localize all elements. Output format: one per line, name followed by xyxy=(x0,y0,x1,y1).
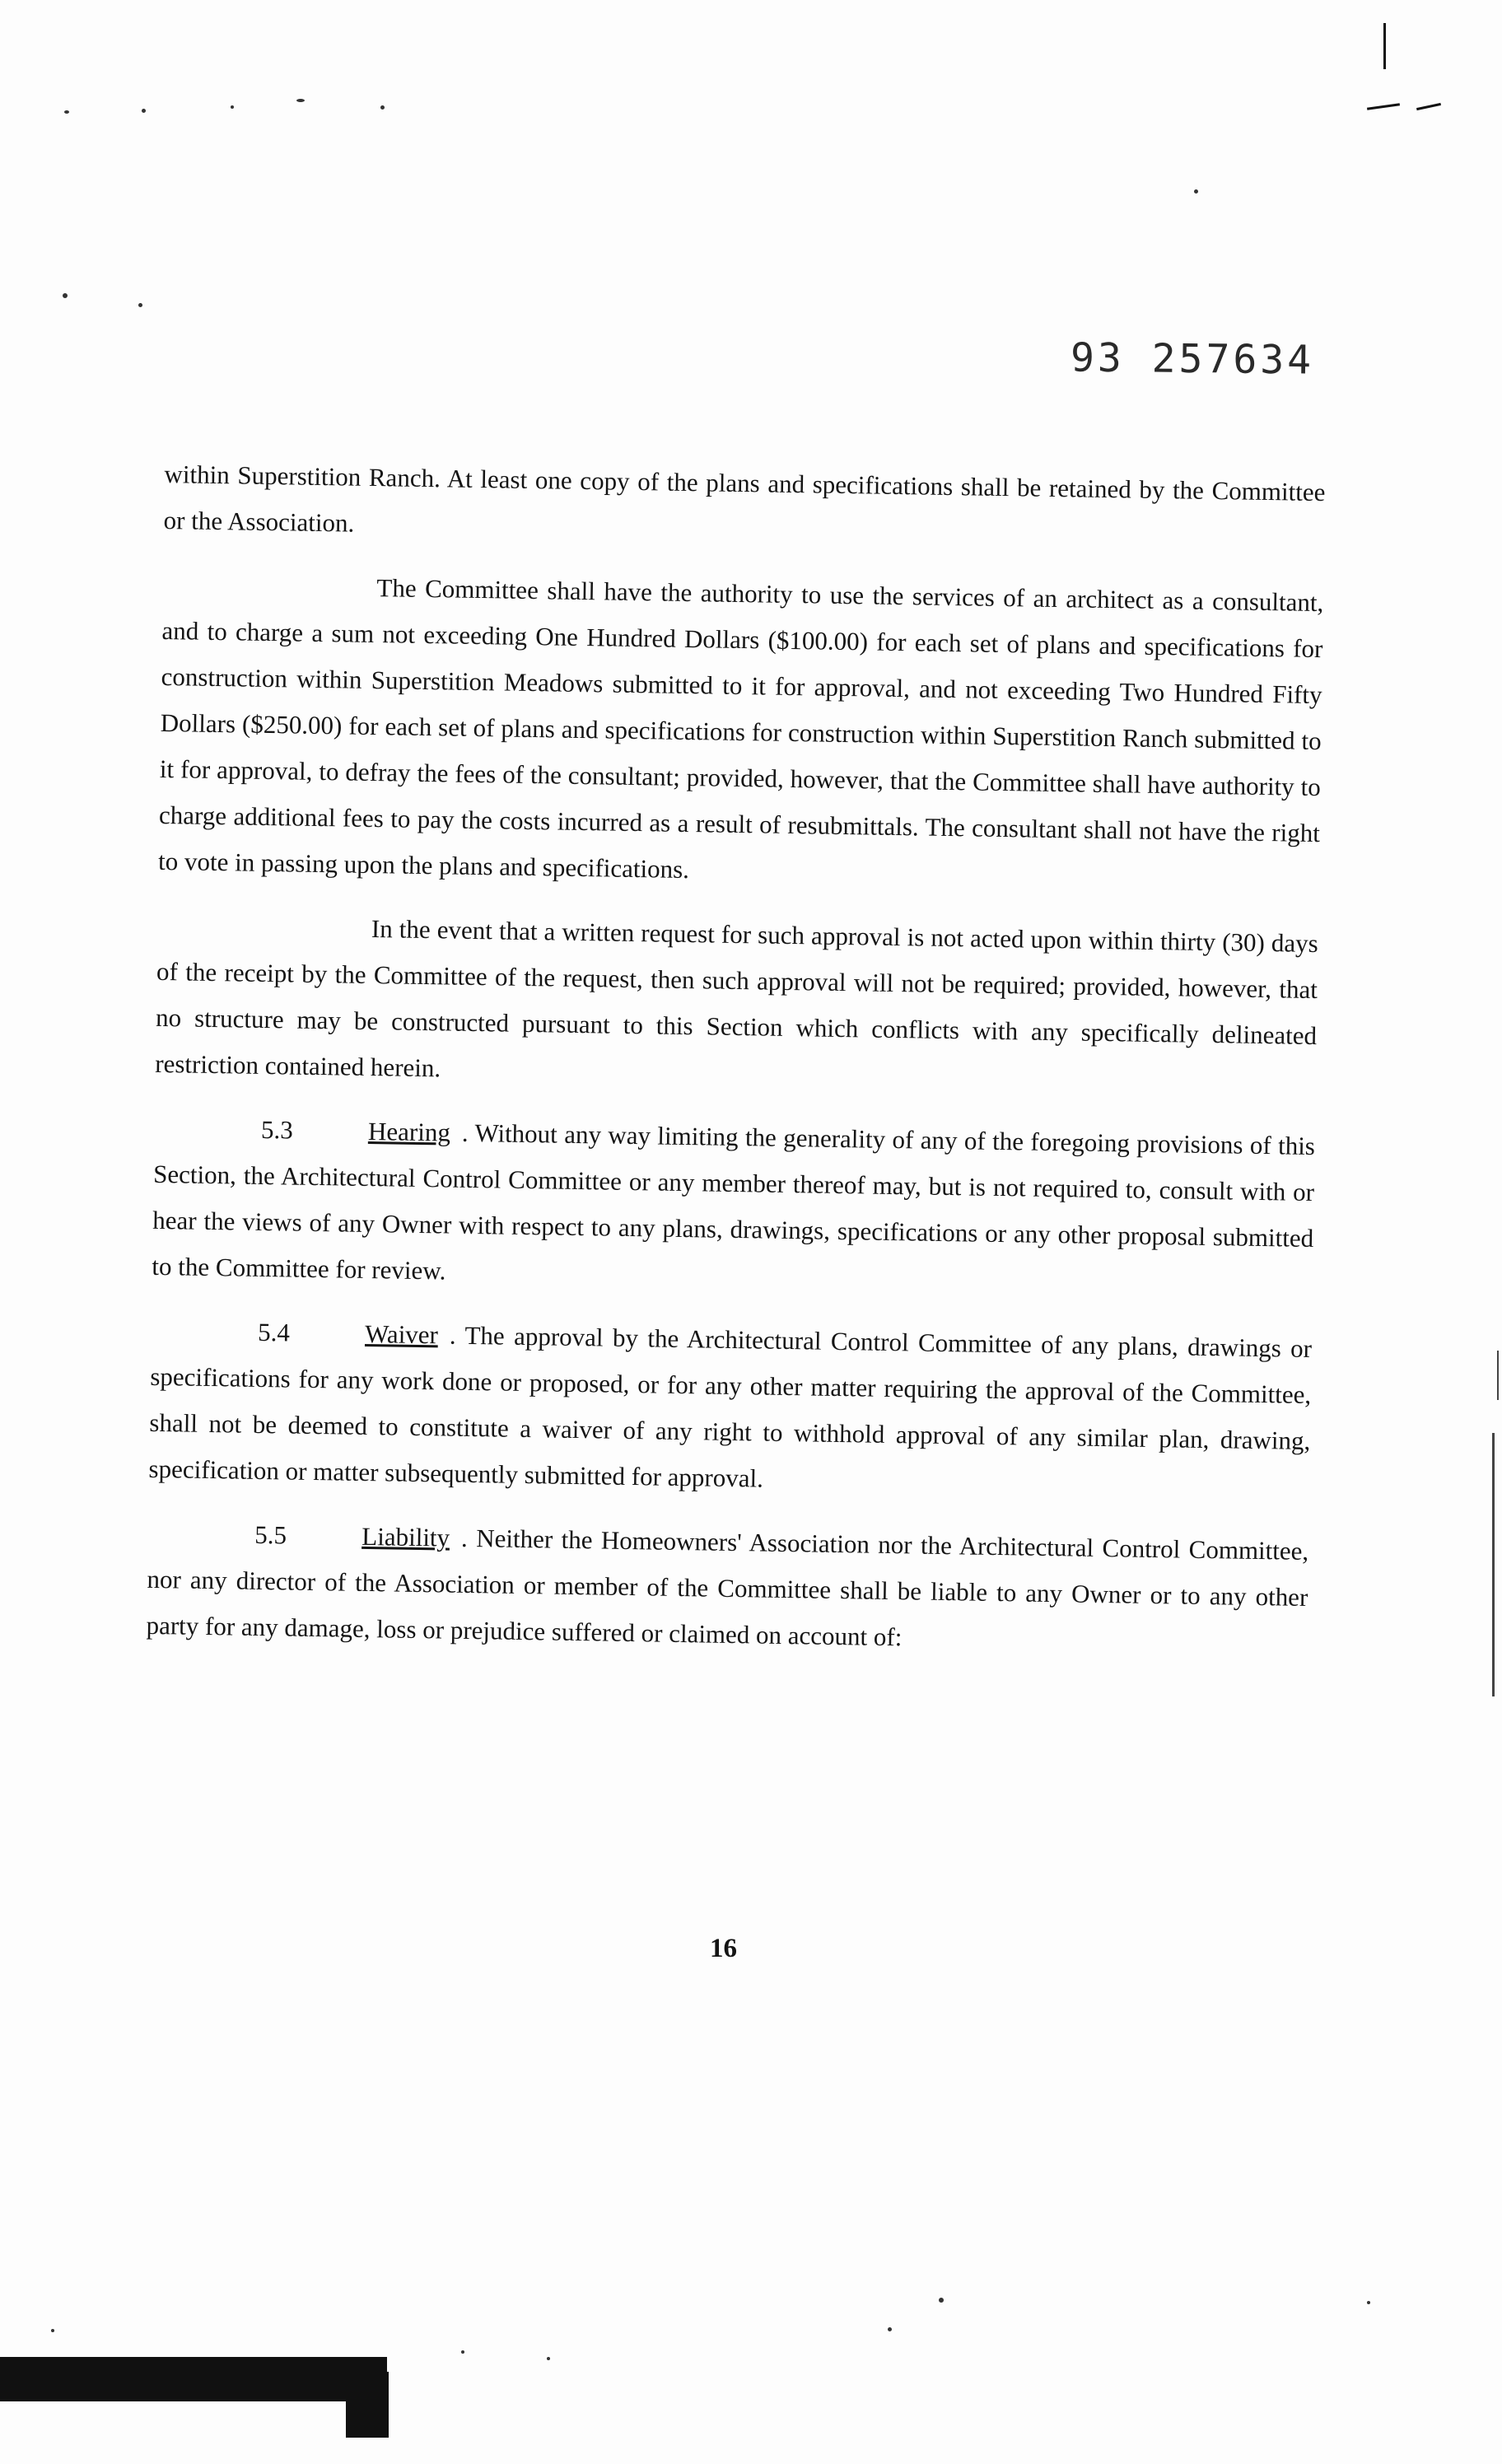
paragraph-consultant: The Committee shall have the authority to use the services of an architect as a consultant, and to charge a sum not exceeding One Hundred Dollars ($100.00) for each set of plans and specifications for construction within Superstition Meadows submitted to it for approval, and not exceeding Two Hundred Fifty Dollars ($250.00) for each set of plans and specifications for construction within Superstition Ranch submitted to it for approval, to defray the fees of the consultant; provided, however, that the Committee shall have authority to charge additional fees to pay the costs incurred as a result of resubmittals. The consultant shall not have the right to vote in passing upon the plans and specifications. xyxy=(157,573,1324,884)
paragraph-approval-deadline: In the event that a written request for such approval is not acted upon within thirty (30) days of the receipt by the Committee of the request, then such approval will not be required; provided, however, that no structure may be constructed pursuant to this Section which conflicts with any specifically delineated restriction contained herein. xyxy=(155,914,1319,1083)
page-number: 16 xyxy=(710,1934,737,1963)
section-text: Without any way limiting the generality of any of the foregoing provisions of this Section, the Architectural Control Committee or any member thereof may, but is not required to, consult with or hear the views of any Owner with respect to any plans, drawings, specifications or any other proposal submitted to the Committee for review. xyxy=(152,1118,1316,1286)
scan-speck xyxy=(51,2329,54,2332)
section-5-3: 5.3 Hearing . Without any way limiting the generality of any of the foregoing provisions of this Section, the Architectural Control Committee or any member thereof may, but is not required to, consult with or hear the views of any Owner with respect to any plans, drawings, specifications or any other proposal submitted to the Committee for review. xyxy=(152,1105,1315,1308)
paragraph-continuation: within Superstition Ranch. At least one copy of the plans and specifications shall be retained by the Committee or the Association. xyxy=(163,459,1326,538)
scan-speck xyxy=(64,110,69,114)
scan-speck xyxy=(1194,189,1198,194)
scan-right-edge xyxy=(1492,1433,1495,1696)
section-5-5: 5.5 Liability . Neither the Homeowners' Association nor the Architectural Control Committee, nor any director of the Association or member of the Committee shall be liable to any Owner or to any other party for any damage, loss or prejudice suffered or claimed on account of: xyxy=(146,1510,1308,1667)
scan-speck xyxy=(231,105,234,109)
scan-speck xyxy=(1367,2301,1370,2304)
scan-margin-mark xyxy=(1416,103,1441,110)
scan-speck xyxy=(138,303,142,307)
section-number: 5.3 xyxy=(260,1114,294,1145)
section-number: 5.5 xyxy=(254,1519,287,1550)
section-title: Hearing xyxy=(367,1116,451,1147)
scan-speck xyxy=(939,2298,944,2303)
scan-speck xyxy=(380,105,385,110)
scan-margin-mark xyxy=(1367,103,1400,110)
section-text: Neither the Homeowners' Association nor the Architectural Control Committee, nor any director of the Association or member of the Committee shall be liable to any Owner or to any other party for any damage, loss or prejudice suffered or claimed on account of: xyxy=(146,1524,1309,1652)
section-title: Liability xyxy=(362,1521,450,1552)
scan-bottom-smudge xyxy=(346,2372,389,2438)
section-title: Waiver xyxy=(364,1318,439,1350)
section-text: The approval by the Architectural Control Committee of any plans, drawings or specifications for any work done or proposed, or for any other matter requiring the approval of the Committee, shall not be deemed to constitute a waiver of any right to withhold approval of any similar plan, drawing, specification or matter subsequently submitted for approval. xyxy=(148,1320,1313,1493)
scan-speck xyxy=(888,2327,892,2331)
scan-speck xyxy=(461,2350,464,2354)
scan-speck xyxy=(63,293,68,298)
scan-speck xyxy=(296,99,305,102)
scan-speck xyxy=(547,2357,550,2360)
scan-margin-line xyxy=(1383,23,1386,69)
section-number: 5.4 xyxy=(257,1317,291,1347)
scan-speck xyxy=(142,109,146,113)
section-5-4: 5.4 Waiver . The approval by the Architectural Control Committee of any plans, drawings or specifications for any work done or proposed, or for any other matter requiring the approval of the Committee, shall not be deemed to constitute a waiver of any right to withhold approval of any similar plan, drawing, specification or matter subsequently submitted for approval. xyxy=(148,1308,1312,1510)
scan-bottom-smudge xyxy=(0,2357,387,2401)
scan-right-edge xyxy=(1497,1351,1499,1400)
document-body xyxy=(146,451,1326,1685)
document-number: 93 257634 xyxy=(1070,334,1315,384)
